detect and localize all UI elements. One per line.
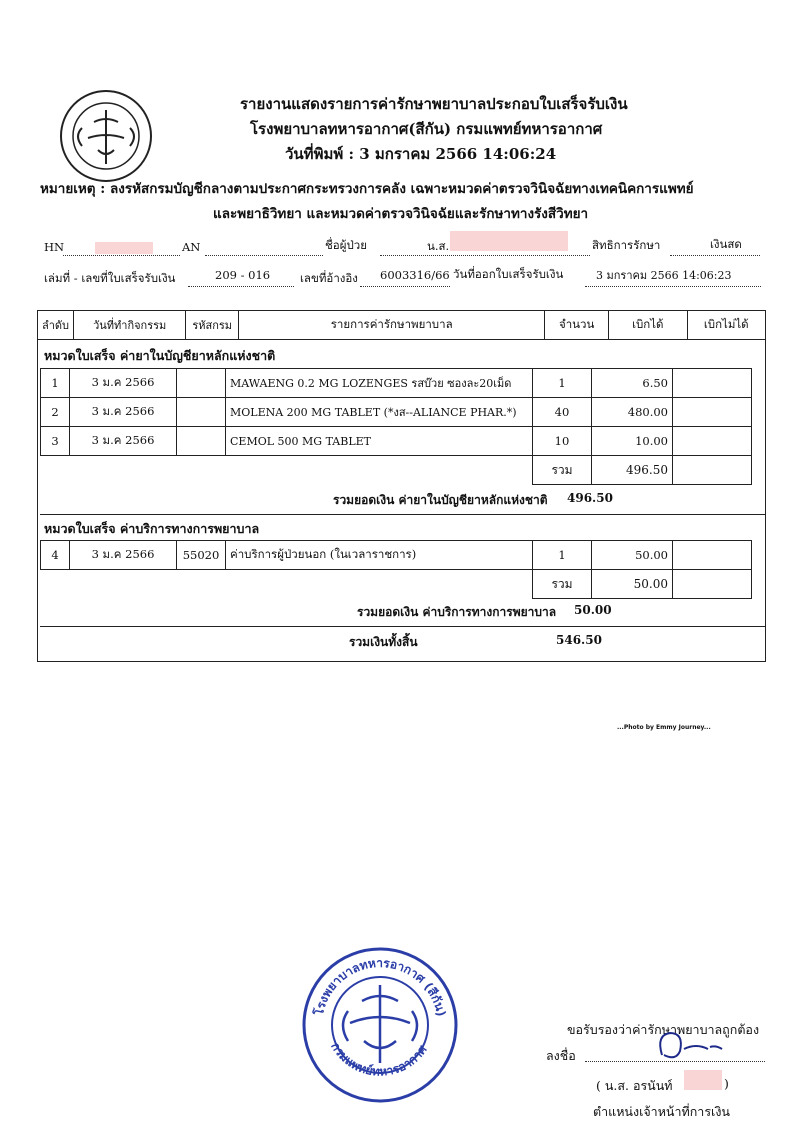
hospital-name: โรงพยาบาลทหารอากาศ(สีกัน) กรมแพทย์ทหารอากาศ <box>250 120 603 138</box>
row-qty: 1 <box>533 369 592 398</box>
receipt-book-value: 209 - 016 <box>215 268 271 282</box>
handwritten-signature <box>650 1025 730 1067</box>
hn-label: HN <box>44 240 65 254</box>
receipt-book-label: เล่มที่ - เลขที่ใบเสร็จรับเงิน <box>44 271 176 285</box>
row-non-claimable <box>673 541 752 570</box>
col-date: วันที่ทำกิจกรรม <box>74 311 186 340</box>
patient-name-redacted <box>450 231 568 251</box>
row-qty: 10 <box>533 427 592 456</box>
row-code <box>177 369 226 398</box>
sign-label: ลงชื่อ <box>546 1048 576 1063</box>
hospital-stamp <box>300 945 460 1105</box>
certify-text: ขอรับรองว่าค่ารักษาพยาบาลถูกต้อง <box>567 1022 760 1037</box>
table-row <box>41 541 752 570</box>
signer-name: ( น.ส. อรนันท์ <box>596 1078 673 1093</box>
col-claimable: เบิกได้ <box>609 311 687 340</box>
an-label: AN <box>182 240 201 254</box>
row-non-claimable <box>673 427 752 456</box>
col-non-claimable: เบิกไม่ได้ <box>687 311 765 340</box>
row-date: 3 ม.ค 2566 <box>70 369 177 398</box>
row-non-claimable <box>673 398 752 427</box>
patient-name-label: ชื่อผู้ป่วย <box>325 238 367 252</box>
print-date: วันที่พิมพ์ : 3 มกราคม 2566 14:06:24 <box>285 145 557 163</box>
row-no: 3 <box>41 427 70 456</box>
signer-position: ตำแหน่งเจ้าหน้าที่การเงิน <box>593 1104 730 1119</box>
row-qty: 40 <box>533 398 592 427</box>
subtotal-row <box>41 456 752 485</box>
subtotal-value: 496.50 <box>592 456 673 485</box>
issue-date-label: วันที่ออกใบเสร็จรับเงิน <box>453 267 564 281</box>
subtotal-label: รวม <box>533 456 592 485</box>
row-qty: 1 <box>533 541 592 570</box>
row-item: ค่าบริการผู้ป่วยนอก (ในเวลาราชการ) <box>226 541 533 570</box>
col-code: รหัสกรม <box>186 311 239 340</box>
col-item: รายการค่ารักษาพยาบาล <box>239 311 545 340</box>
row-claimable: 480.00 <box>592 398 673 427</box>
row-no: 1 <box>41 369 70 398</box>
row-date: 3 ม.ค 2566 <box>70 541 177 570</box>
issue-date-value: 3 มกราคม 2566 14:06:23 <box>596 269 732 282</box>
grand-value-nursing: 50.00 <box>574 603 612 617</box>
col-qty: จำนวน <box>545 311 609 340</box>
reference-label: เลขที่อ้างอิง <box>300 271 358 285</box>
section-title-drugs: หมวดใบเสร็จ ค่ายาในบัญชียาหลักแห่งชาติ <box>44 348 276 363</box>
stamp-bottom-text: กรมแพทย์ทหารอากาศ <box>328 1039 430 1079</box>
subtotal-value: 50.00 <box>592 570 673 599</box>
note-line-2: และพยาธิวิทยา และหมวดค่าตรวจวินิจฉัยและรักษาทางรังสีวิทยา <box>213 206 589 222</box>
total-label: รวมเงินทั้งสิ้น <box>349 635 418 649</box>
row-code <box>177 398 226 427</box>
table-row <box>41 398 752 427</box>
row-code: 55020 <box>177 541 226 570</box>
report-title: รายงานแสดงรายการค่ารักษาพยาบาลประกอบใบเสร็จรับเงิน <box>240 95 628 113</box>
stamp-top-text: โรงพยาบาลทหารอากาศ (สีกัน) <box>311 955 449 1018</box>
col-no: ลำดับ <box>38 311 74 340</box>
hn-redacted <box>95 242 153 254</box>
note-line-1: หมายเหตุ : ลงรหัสกรมบัญชีกลางตามประกาศกระทรวงการคลัง เฉพาะหมวดค่าตรวจวินิจฉัยทางเทคนิคการแพทย์ <box>40 181 694 197</box>
grand-label-drugs: รวมยอดเงิน ค่ายาในบัญชียาหลักแห่งชาติ <box>333 493 548 507</box>
reference-value: 6003316/66 <box>380 268 450 282</box>
row-claimable: 50.00 <box>592 541 673 570</box>
subtotal-label: รวม <box>533 570 592 599</box>
row-claimable: 10.00 <box>592 427 673 456</box>
row-non-claimable <box>673 369 752 398</box>
row-item: MAWAENG 0.2 MG LOZENGES รสบ๊วย ซองละ20เม็ด <box>226 369 533 398</box>
section-title-nursing: หมวดใบเสร็จ ค่าบริการทางการพยาบาล <box>44 521 260 536</box>
rights-value: เงินสด <box>710 237 742 251</box>
row-item: CEMOL 500 MG TABLET <box>226 427 533 456</box>
patient-name-prefix: น.ส. <box>427 239 450 253</box>
table-row <box>41 427 752 456</box>
row-date: 3 ม.ค 2566 <box>70 427 177 456</box>
row-claimable: 6.50 <box>592 369 673 398</box>
section-drugs-table <box>40 368 752 485</box>
signer-name-redacted <box>684 1070 722 1090</box>
grand-label-nursing: รวมยอดเงิน ค่าบริการทางการพยาบาล <box>357 605 557 619</box>
photo-credit: ...Photo by Emmy Journey... <box>617 724 711 731</box>
total-value: 546.50 <box>556 633 602 647</box>
row-item: MOLENA 200 MG TABLET (*งส--ALIANCE PHAR.*) <box>226 398 533 427</box>
section-nursing-table <box>40 540 752 599</box>
row-date: 3 ม.ค 2566 <box>70 398 177 427</box>
signer-close: ) <box>724 1076 729 1091</box>
row-no: 2 <box>41 398 70 427</box>
row-no: 4 <box>41 541 70 570</box>
rights-label: สิทธิการรักษา <box>592 238 661 252</box>
grand-value-drugs: 496.50 <box>567 491 613 505</box>
table-header <box>37 310 766 340</box>
row-code <box>177 427 226 456</box>
table-row <box>41 369 752 398</box>
hospital-logo-seal <box>58 88 154 184</box>
subtotal-row <box>41 570 752 599</box>
